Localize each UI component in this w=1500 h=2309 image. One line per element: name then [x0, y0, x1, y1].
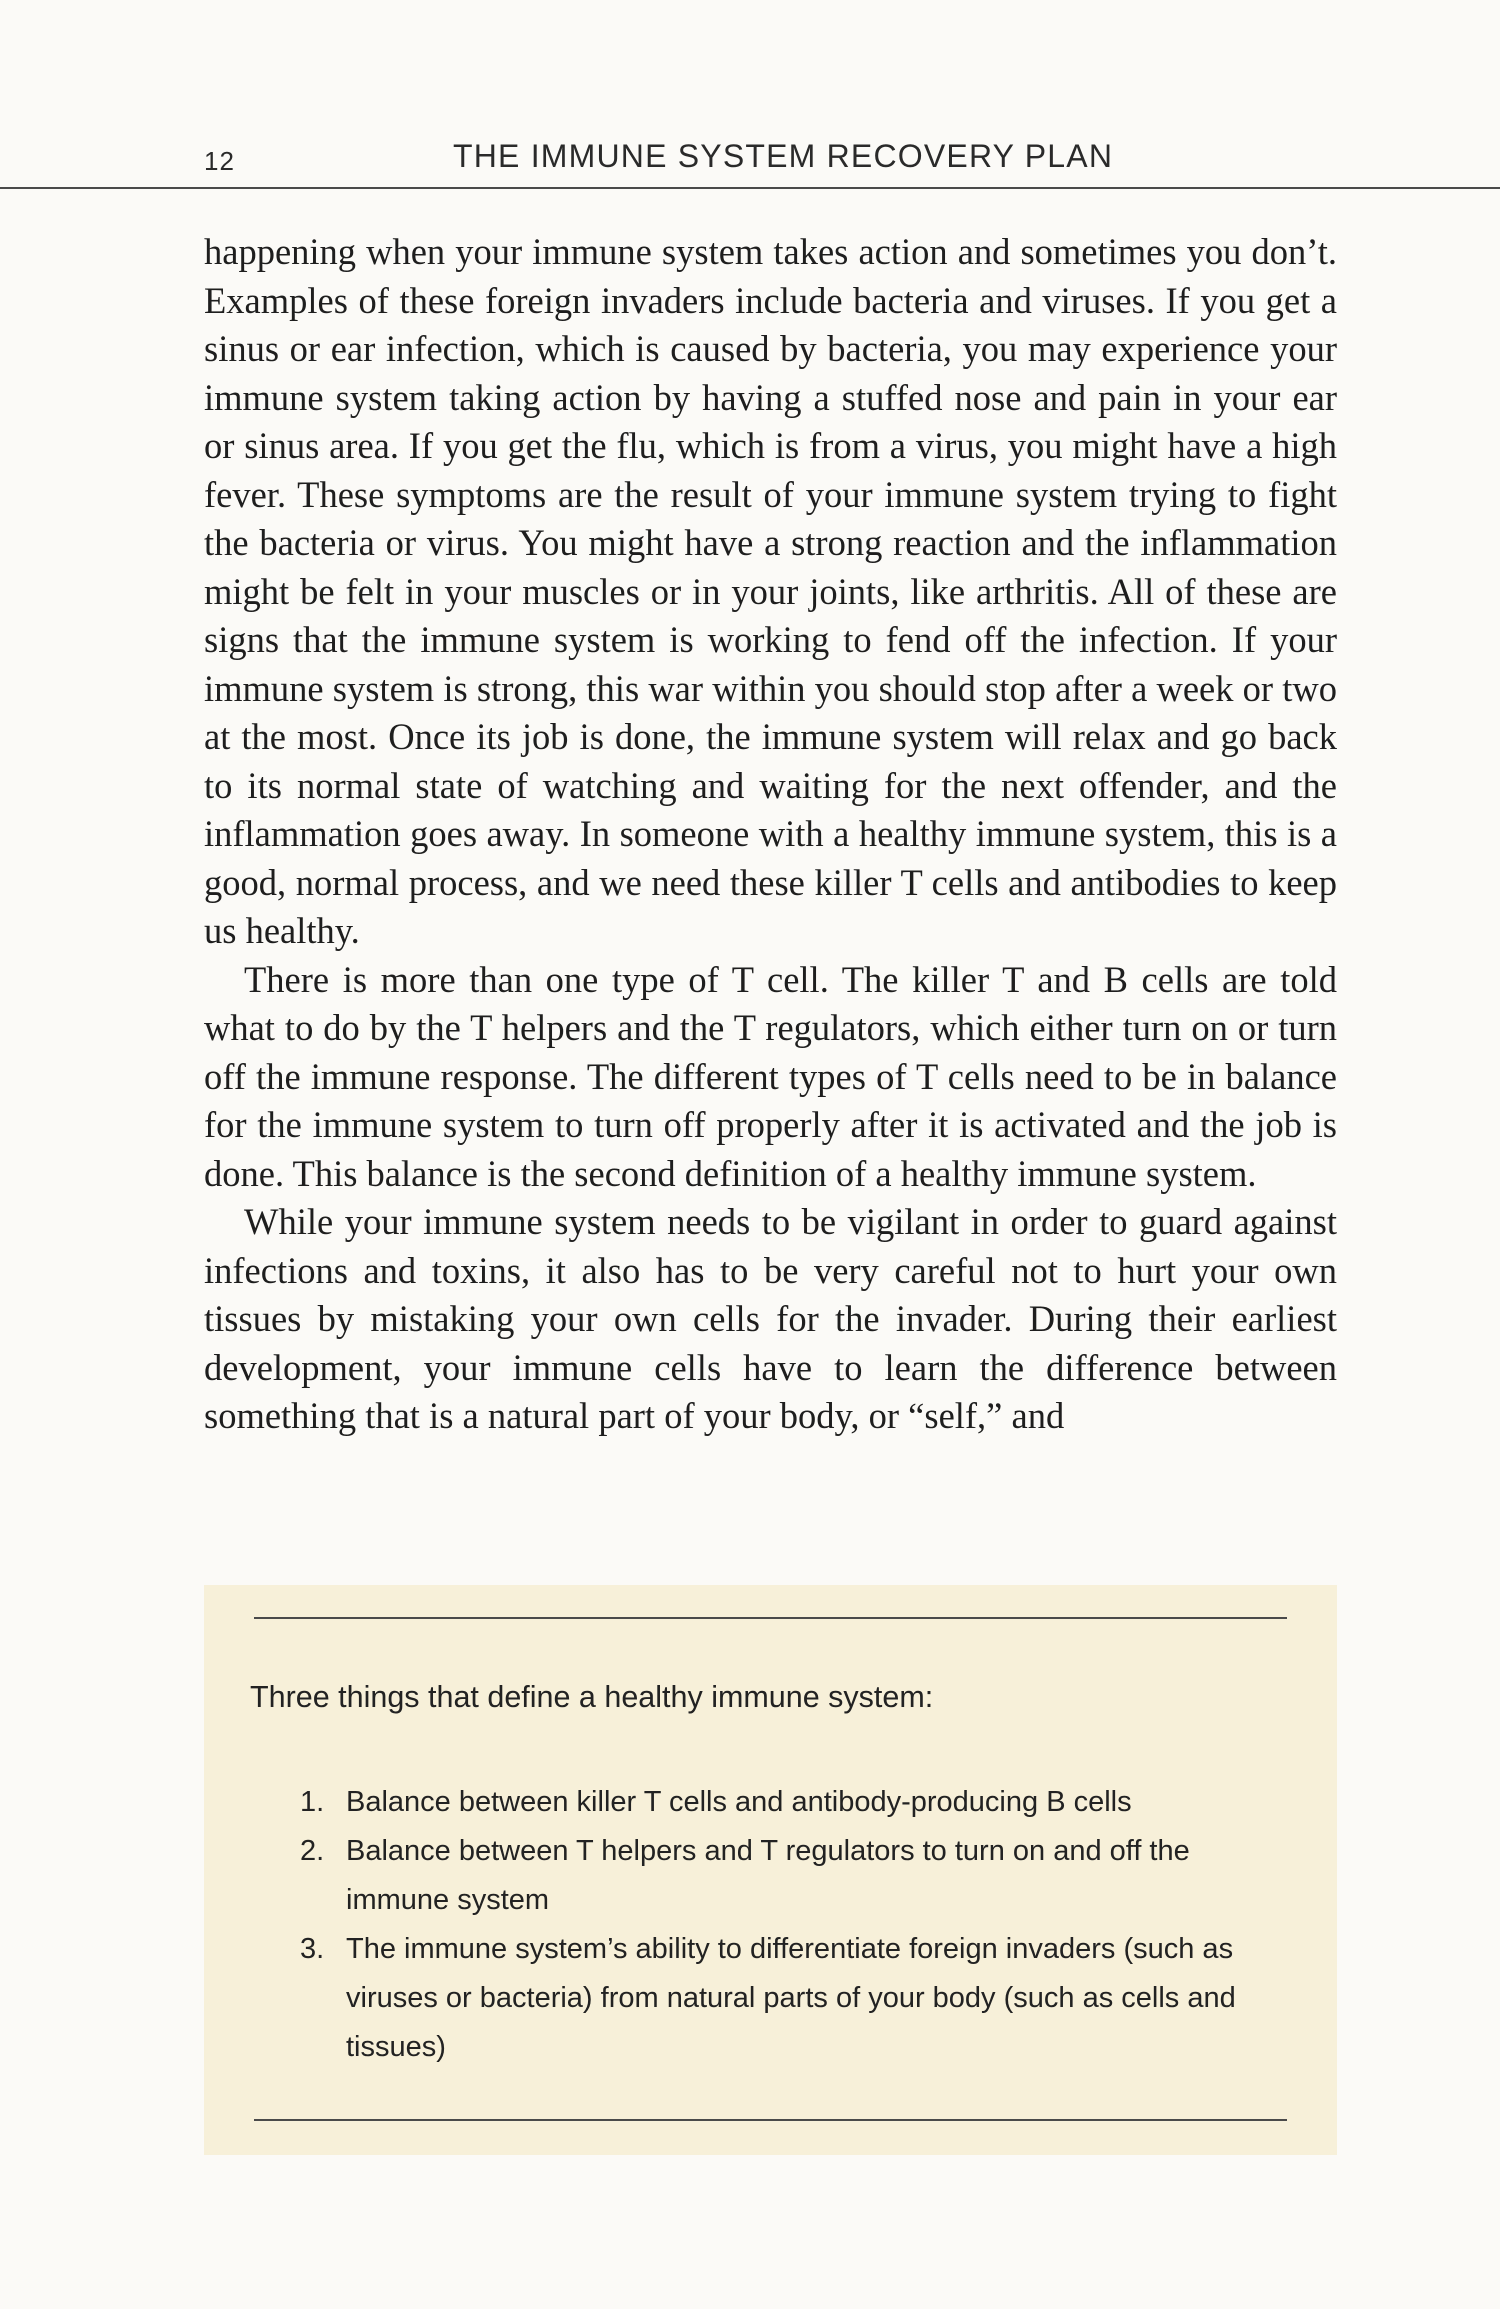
list-item-text: The immune system’s ability to differentiate foreign invaders (such as viruses or bacteria) from natural parts of your body (such as cells and tissues) [346, 1933, 1236, 2063]
list-item-number: 2. [300, 1835, 325, 1867]
list-item [300, 1778, 1280, 1827]
sidebar-box [204, 1585, 1337, 2155]
running-head [0, 138, 1500, 188]
sidebar-rule-top [254, 1617, 1287, 1619]
page-number: 12 [204, 146, 235, 176]
paragraph-2: There is more than one type of T cell. The killer T and B cells are told what to do by the T helpers and the T regulators, which either turn on or turn off the immune response. The different types of T cells need to be in balance for the immune system to turn off properly after it is activated and the job is done. This balance is the second definition of a healthy immune system. [204, 958, 1337, 1194]
paragraph-3: While your immune system needs to be vigilant in order to guard against infections and toxins, it also has to be very careful not to hurt your own tissues by mistaking your own cells for the invader. During their earliest development, your immune cells have to learn the difference between something that is a natural part of your body, or “self,” and [204, 1201, 1337, 1436]
sidebar-title: Three things that define a healthy immune system: [250, 1680, 934, 1714]
list-item-number: 1. [300, 1786, 325, 1818]
list-item-number: 3. [300, 1933, 325, 1965]
body-text [204, 228, 1337, 1441]
running-title: THE IMMUNE SYSTEM RECOVERY PLAN [453, 138, 1114, 174]
list-item-text: Balance between killer T cells and antibody-producing B cells [346, 1786, 1132, 1818]
list-item [300, 1827, 1280, 1925]
header-rule [0, 187, 1500, 189]
sidebar-rule-bottom [254, 2119, 1287, 2121]
sidebar-list [300, 1778, 1280, 2072]
paragraph-1: happening when your immune system takes action and sometimes you don’t. Examples of these foreign invaders include bacteria and viruses. If you get a sinus or ear infection, which is caused by bacteria, you may experience your immune system taking action by having a stuffed nose and pain in your ear or sinus area. If you get the flu, which is from a virus, you might have a high fever. These symptoms are the result of your immune system trying to fight the bacteria or virus. You might have a strong reaction and the inflammation might be felt in your muscles or in your joints, like arthritis. All of these are signs that the immune system is working to fend off the infection. If your immune system is strong, this war within you should stop after a week or two at the most. Once its job is done, the immune system will relax and go back to its normal state of watching and waiting for the next offender, and the inflammation goes away. In someone with a healthy immune system, this is a good, normal process, and we need these killer T cells and antibodies to keep us healthy. [204, 231, 1337, 951]
list-item [300, 1925, 1280, 2072]
list-item-text: Balance between T helpers and T regulators to turn on and off the immune system [346, 1835, 1190, 1916]
